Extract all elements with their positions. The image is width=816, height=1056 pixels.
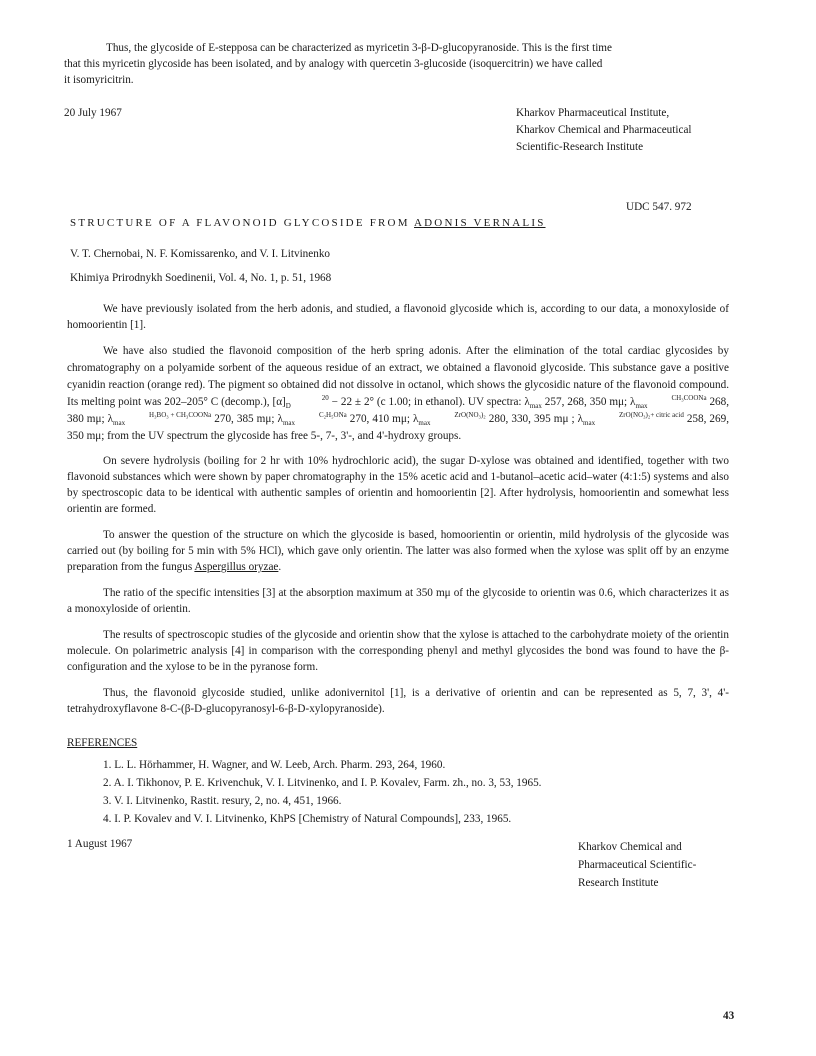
reference-item: 3. V. I. Litvinenko, Rastit. resury, 2, no. 4, 451, 1966. (103, 795, 342, 807)
body-paragraph: The ratio of the specific intensities [3] at the absorption maximum at 350 mμ of the glycoside to orientin was 0.6, which characterizes it as a monoxyloside of orientin. (67, 587, 729, 615)
rotation-value: − 22 ± 2° (c 1.00; in ethanol). UV spectra: λ (331, 396, 530, 408)
body-paragraph: Thus, the flavonoid glycoside studied, unlike adonivernitol [1], is a derivative of orientin and can be represented as 5, 7, 3', 4'-tetrahydroxyflavone 8-C-(β-D-glucopyranosyl-6-β-D-xylopyranoside). (67, 687, 729, 715)
uv-solvent-label: H₃BO₃ + CH₃COONa max (113, 411, 212, 428)
affiliation-line: Kharkov Pharmaceutical Institute, (516, 107, 670, 119)
article-authors: V. T. Chernobai, N. F. Komissarenko, and V. I. Litvinenko (70, 248, 331, 260)
journal-citation: Khimiya Prirodnykh Soedinenii, Vol. 4, No. 1, p. 51, 1968 (70, 272, 332, 284)
prev-para-line: that this myricetin glycoside has been isolated, and by analogy with quercetin 3-glucoside (isoquercitrin) we have called (64, 58, 603, 70)
body-paragraph: The results of spectroscopic studies of the glycoside and orientin show that the xylose is attached to the carbohydrate moiety of the orientin molecule. On polarimetric analysis [4] in comparison with the corresponding phenyl and methyl glycosides the bond was found to have the β-configuration and the xylose to be in the pyranose form. (67, 629, 729, 673)
affiliation-line: Kharkov Chemical and (578, 841, 682, 853)
references-list (103, 757, 541, 829)
prev-article-conclusion (64, 40, 744, 88)
uv-solvent-label: ZrO(NO₃)₂+ citric acid max (583, 411, 684, 428)
prev-para-line: Thus, the glycoside of E-stepposa can be characterized as myricetin 3-β-D-glucopyranoside. This is the first time (106, 42, 612, 54)
title-species: ADONIS VERNALIS (414, 217, 546, 229)
uv-solvent-label: ZrO(NO₃)₂ max (418, 411, 486, 428)
fungus-name: Aspergillus oryzae (194, 561, 279, 573)
uv-intro: We have also studied the flavonoid composition of the herb spring adonis. After the elimination of the total cardiac glycosides by chromatography on a polyamide sorbent of the aqueous residue of an extract, we obtained a flavonoid glycoside. This substance gave a positive cyanidin reaction (orange red). The pigment so obtained did not dissolve in octanol, which shows the glycosidic nature of the flavonoid compound. Its melting point was 202–205° C (decomp.), (67, 345, 729, 408)
page-number: 43 (723, 1010, 735, 1022)
body-paragraph: On severe hydrolysis (boiling for 2 hr with 10% hydrochloric acid), the sugar D-xylose was obtained and identified, together with two flavonoid substances which were shown by paper chromatography in the 15% acetic acid and 1-butanol–acetic acid–water (4:1:5) systems and also by spectroscopic data to be identical with authentic samples of orientin and homoorientin [2]. After hydrolysis, homoorientin and somewhat less orientin are formed. (67, 455, 729, 515)
uv-solvent-label: CH₃COONa max (635, 394, 707, 411)
references-heading: REFERENCES (67, 737, 138, 749)
reference-item: 1. L. L. Hörhammer, H. Wagner, and W. Leeb, Arch. Pharm. 293, 264, 1960. (103, 759, 446, 771)
article-title (70, 215, 546, 231)
body-paragraph: We have previously isolated from the herb adonis, and studied, a flavonoid glycoside which is, according to our data, a monoxyloside of homoorientin [1]. (67, 303, 729, 331)
body-paragraph: To answer the question of the structure on which the glycoside is based, homoorientin or orientin, mild hydrolysis of the glycoside was carried out (by boiling for 5 min with 5% HCl), which gave only orientin. The latter was also formed when the xylose was split off by an enzyme preparation from the fungus Aspergillus oryzae. (67, 529, 729, 573)
article-affiliation (578, 838, 696, 892)
prev-article-date: 20 July 1967 (64, 107, 122, 119)
title-text: STRUCTURE OF A FLAVONOID GLYCOSIDE FROM (70, 217, 415, 229)
reference-item: 2. A. I. Tikhonov, P. E. Krivenchuk, V. I. Litvinenko, and I. P. Kovalev, Farm. zh., no. 3, 53, 1965. (103, 777, 542, 789)
affiliation-line: Kharkov Chemical and Pharmaceutical (516, 124, 692, 136)
udc-code: UDC 547. 972 (626, 201, 692, 213)
prev-article-affiliation (516, 105, 692, 156)
prev-para-line: it isomyricitrin. (64, 74, 134, 86)
affiliation-line: Research Institute (578, 877, 659, 889)
reference-item: 4. I. P. Kovalev and V. I. Litvinenko, KhPS [Chemistry of Natural Compounds], 233, 1965. (103, 813, 512, 825)
body-paragraph-uv: We have also studied the flavonoid composition of the herb spring adonis. After the elimination of the total cardiac glycosides by chromatography on a polyamide sorbent of the aqueous residue of an extract, we obtained a flavonoid glycoside. This substance gave a positive cyanidin reaction (orange red). The pigment so obtained did not dissolve in octanol, which shows the glycosidic nature of the flavonoid compound. Its melting point was 202–205° C (decomp.), [α] 20 D − 22 ± 2° (c 1.00; in ethanol). UV spectra: $\lambda_{max}$ 257, 268, 350 mμ; λ CH₃COONa max 268, 380 mμ; λ H₃BO₃ + CH₃COONa max 270, 385 mμ; λ C₂H₅ONa max 270, 410 mμ; λ ZrO(NO₃)₂ max 280, 330, 395 mμ ; λ ZrO(NO₃)₂+ citric acid max 258, 269, 350 mμ; from the UV spectrum the glycoside has free 5-, 7-, 3'-, and 4'-hydroxy groups. (67, 345, 730, 442)
article-body (67, 301, 729, 727)
affiliation-line: Pharmaceutical Scientific- (578, 859, 697, 871)
optical-rotation: [α] 20 D (272, 394, 329, 411)
uv-solvent-label: C₂H₅ONa max (282, 411, 347, 428)
article-date: 1 August 1967 (67, 838, 133, 850)
affiliation-line: Scientific-Research Institute (516, 141, 644, 153)
